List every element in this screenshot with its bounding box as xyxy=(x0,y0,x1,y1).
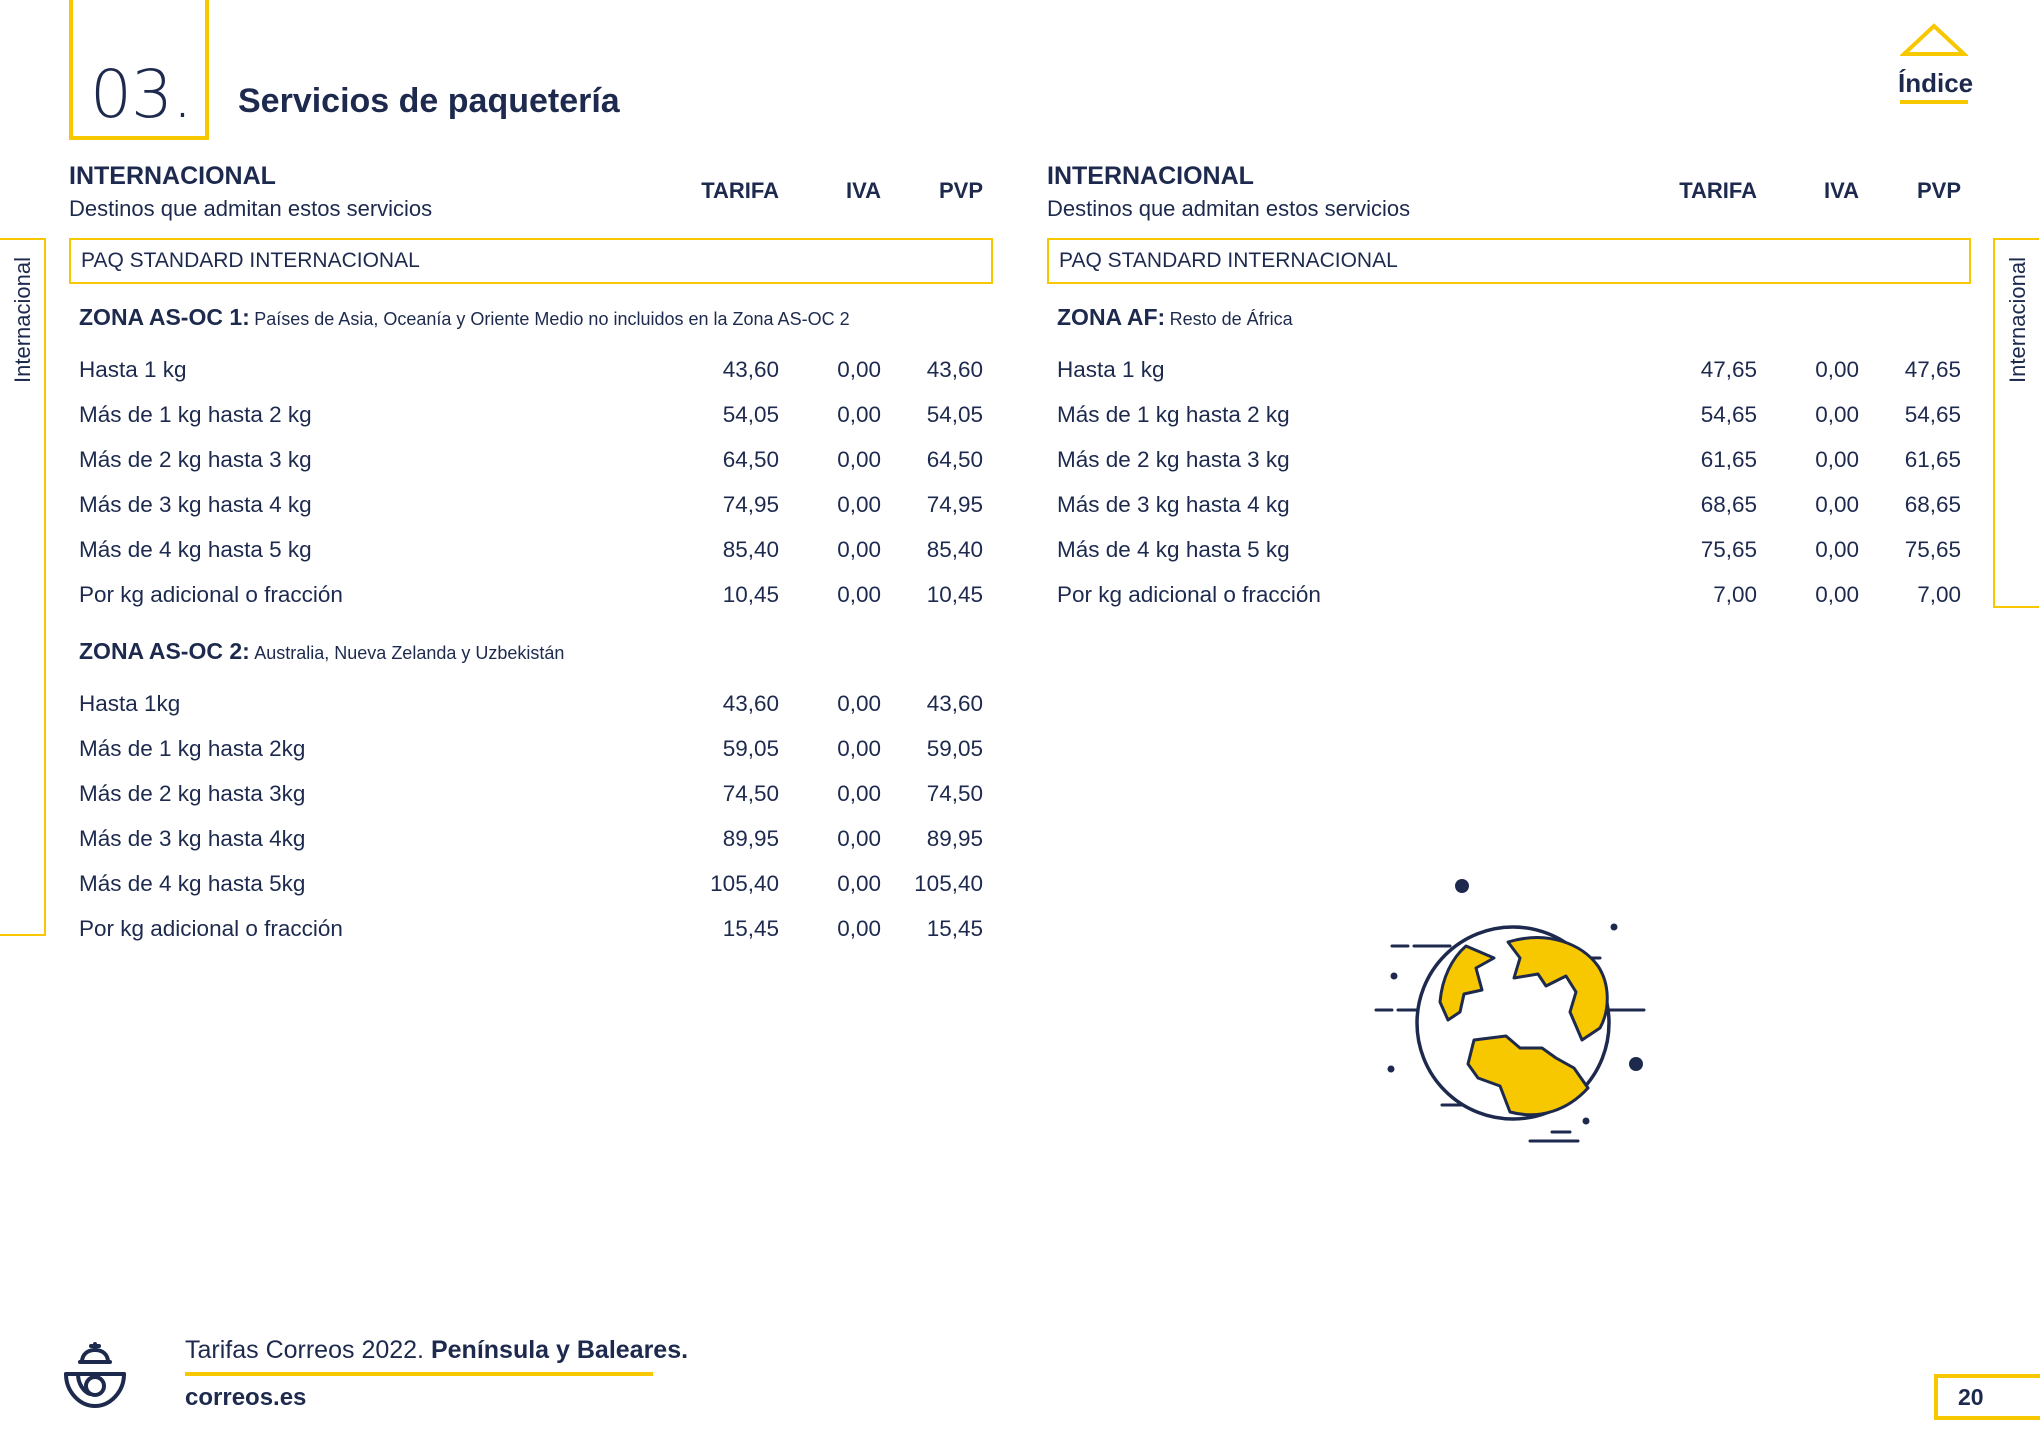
row-label: Por kg adicional o fracción xyxy=(79,582,343,607)
row-label: Hasta 1 kg xyxy=(1057,357,1165,382)
row-iva: 0,00 xyxy=(837,781,881,806)
table-row xyxy=(69,438,993,483)
row-iva: 0,00 xyxy=(837,492,881,517)
row-tarifa: 7,00 xyxy=(1713,582,1757,607)
table-row xyxy=(69,528,993,573)
row-tarifa: 59,05 xyxy=(722,736,779,761)
row-tarifa: 89,95 xyxy=(722,826,779,851)
row-label: Más de 3 kg hasta 4 kg xyxy=(79,492,312,517)
col-iva: IVA xyxy=(1823,178,1859,203)
zone-name: ZONA AF: xyxy=(1057,304,1166,330)
row-tarifa: 75,65 xyxy=(1700,537,1757,562)
page-number-box xyxy=(1934,1374,2040,1420)
row-tarifa: 43,60 xyxy=(722,357,779,382)
row-label: Más de 3 kg hasta 4 kg xyxy=(1057,492,1290,517)
zone-desc: Resto de África xyxy=(1169,309,1293,329)
table-row xyxy=(1047,393,1971,438)
table-row xyxy=(1047,573,1971,618)
table-row xyxy=(69,682,993,727)
col-iva: IVA xyxy=(845,178,881,203)
indice-label: Índice xyxy=(1898,68,1974,98)
row-pvp: 54,65 xyxy=(1904,402,1961,427)
row-tarifa: 61,65 xyxy=(1700,447,1757,472)
row-iva: 0,00 xyxy=(837,537,881,562)
table-header-title: INTERNACIONAL xyxy=(69,162,276,190)
row-label: Más de 3 kg hasta 4kg xyxy=(79,826,306,851)
row-iva: 0,00 xyxy=(1815,447,1859,472)
triangle-up-icon xyxy=(1900,22,1968,58)
table-row xyxy=(69,817,993,862)
row-tarifa: 10,45 xyxy=(722,582,779,607)
zone-desc: Países de Asia, Oceanía y Oriente Medio no incluidos en la Zona AS-OC 2 xyxy=(254,309,850,329)
row-tarifa: 54,65 xyxy=(1700,402,1757,427)
col-tarifa: TARIFA xyxy=(701,178,779,203)
table-row xyxy=(69,727,993,772)
row-tarifa: 68,65 xyxy=(1700,492,1757,517)
row-label: Más de 1 kg hasta 2 kg xyxy=(79,402,312,427)
row-label: Más de 1 kg hasta 2kg xyxy=(79,736,306,761)
table-header-title: INTERNACIONAL xyxy=(1047,162,1254,190)
indice-underline xyxy=(1900,100,1968,104)
table-header xyxy=(69,160,993,238)
row-pvp: 15,45 xyxy=(926,916,983,941)
col-pvp: PVP xyxy=(1916,178,1961,203)
row-iva: 0,00 xyxy=(837,916,881,941)
side-tab-left xyxy=(0,238,46,936)
table-row xyxy=(69,772,993,817)
row-label: Por kg adicional o fracción xyxy=(1057,582,1321,607)
row-label: Más de 2 kg hasta 3kg xyxy=(79,781,306,806)
table-row xyxy=(1047,528,1971,573)
row-iva: 0,00 xyxy=(837,582,881,607)
row-iva: 0,00 xyxy=(837,871,881,896)
footer-url-link[interactable]: correos.es xyxy=(185,1384,307,1411)
footer-title-bold: Península y Baleares. xyxy=(430,1336,689,1364)
footer-title xyxy=(185,1336,688,1365)
row-label: Más de 4 kg hasta 5 kg xyxy=(79,537,312,562)
page-number: 20 xyxy=(1958,1384,1984,1410)
row-label: Más de 1 kg hasta 2 kg xyxy=(1057,402,1290,427)
row-tarifa: 47,65 xyxy=(1700,357,1757,382)
row-tarifa: 74,50 xyxy=(722,781,779,806)
service-name: PAQ STANDARD INTERNACIONAL xyxy=(69,238,993,284)
table-row xyxy=(69,862,993,907)
row-pvp: 43,60 xyxy=(926,357,983,382)
row-tarifa: 15,45 xyxy=(722,916,779,941)
row-iva: 0,00 xyxy=(1815,582,1859,607)
row-pvp: 47,65 xyxy=(1904,357,1961,382)
table-row xyxy=(69,393,993,438)
zone-name: ZONA AS-OC 2: xyxy=(79,638,250,664)
correos-logo-icon xyxy=(58,1340,132,1414)
table-row xyxy=(1047,438,1971,483)
table-header xyxy=(1047,160,1971,238)
side-tab-right xyxy=(1993,238,2039,608)
table-row xyxy=(1047,348,1971,393)
row-pvp: 7,00 xyxy=(1917,582,1961,607)
globe-icon xyxy=(1370,872,1650,1152)
table-row xyxy=(69,348,993,393)
row-tarifa: 54,05 xyxy=(722,402,779,427)
row-iva: 0,00 xyxy=(1815,402,1859,427)
row-pvp: 74,50 xyxy=(926,781,983,806)
zone-header xyxy=(69,284,993,348)
indice-link[interactable] xyxy=(1898,22,1974,108)
table-header-subtitle: Destinos que admitan estos servicios xyxy=(69,196,433,221)
row-pvp: 59,05 xyxy=(926,736,983,761)
row-iva: 0,00 xyxy=(837,357,881,382)
row-pvp: 61,65 xyxy=(1904,447,1961,472)
row-iva: 0,00 xyxy=(1815,357,1859,382)
page-title: Servicios de paquetería xyxy=(238,82,620,120)
row-pvp: 85,40 xyxy=(926,537,983,562)
footer-title-prefix: Tarifas Correos 2022. xyxy=(185,1336,425,1364)
side-tab-left-label: Internacional xyxy=(10,257,35,383)
side-tab-right-label: Internacional xyxy=(2005,257,2030,383)
row-pvp: 64,50 xyxy=(926,447,983,472)
row-pvp: 74,95 xyxy=(926,492,983,517)
row-tarifa: 105,40 xyxy=(710,871,779,896)
row-pvp: 75,65 xyxy=(1904,537,1961,562)
rates-table-left xyxy=(69,160,993,952)
footer-underline xyxy=(185,1372,653,1376)
table-row xyxy=(69,483,993,528)
row-pvp: 105,40 xyxy=(914,871,983,896)
zone-desc: Australia, Nueva Zelanda y Uzbekistán xyxy=(254,643,565,663)
zone-header xyxy=(69,618,993,682)
row-iva: 0,00 xyxy=(1815,537,1859,562)
row-label: Hasta 1 kg xyxy=(79,357,187,382)
col-pvp: PVP xyxy=(938,178,983,203)
row-label: Más de 4 kg hasta 5kg xyxy=(79,871,306,896)
col-tarifa: TARIFA xyxy=(1679,178,1757,203)
section-number: 03. xyxy=(90,56,192,133)
row-tarifa: 64,50 xyxy=(722,447,779,472)
row-label: Por kg adicional o fracción xyxy=(79,916,343,941)
row-label: Más de 2 kg hasta 3 kg xyxy=(1057,447,1290,472)
row-iva: 0,00 xyxy=(837,691,881,716)
row-label: Hasta 1kg xyxy=(79,691,181,716)
zone-header xyxy=(1047,284,1971,348)
row-iva: 0,00 xyxy=(837,447,881,472)
table-row xyxy=(1047,483,1971,528)
row-label: Más de 2 kg hasta 3 kg xyxy=(79,447,312,472)
row-iva: 0,00 xyxy=(837,826,881,851)
service-name: PAQ STANDARD INTERNACIONAL xyxy=(1047,238,1971,284)
row-iva: 0,00 xyxy=(837,736,881,761)
row-pvp: 10,45 xyxy=(926,582,983,607)
row-tarifa: 74,95 xyxy=(722,492,779,517)
row-iva: 0,00 xyxy=(1815,492,1859,517)
row-pvp: 43,60 xyxy=(926,691,983,716)
table-row xyxy=(69,907,993,952)
row-pvp: 89,95 xyxy=(926,826,983,851)
row-tarifa: 85,40 xyxy=(722,537,779,562)
row-pvp: 54,05 xyxy=(926,402,983,427)
rates-table-right xyxy=(1047,160,1971,618)
table-header-subtitle: Destinos que admitan estos servicios xyxy=(1047,196,1411,221)
row-tarifa: 43,60 xyxy=(722,691,779,716)
zone-name: ZONA AS-OC 1: xyxy=(79,304,250,330)
row-iva: 0,00 xyxy=(837,402,881,427)
table-row xyxy=(69,573,993,618)
row-pvp: 68,65 xyxy=(1904,492,1961,517)
row-label: Más de 4 kg hasta 5 kg xyxy=(1057,537,1290,562)
